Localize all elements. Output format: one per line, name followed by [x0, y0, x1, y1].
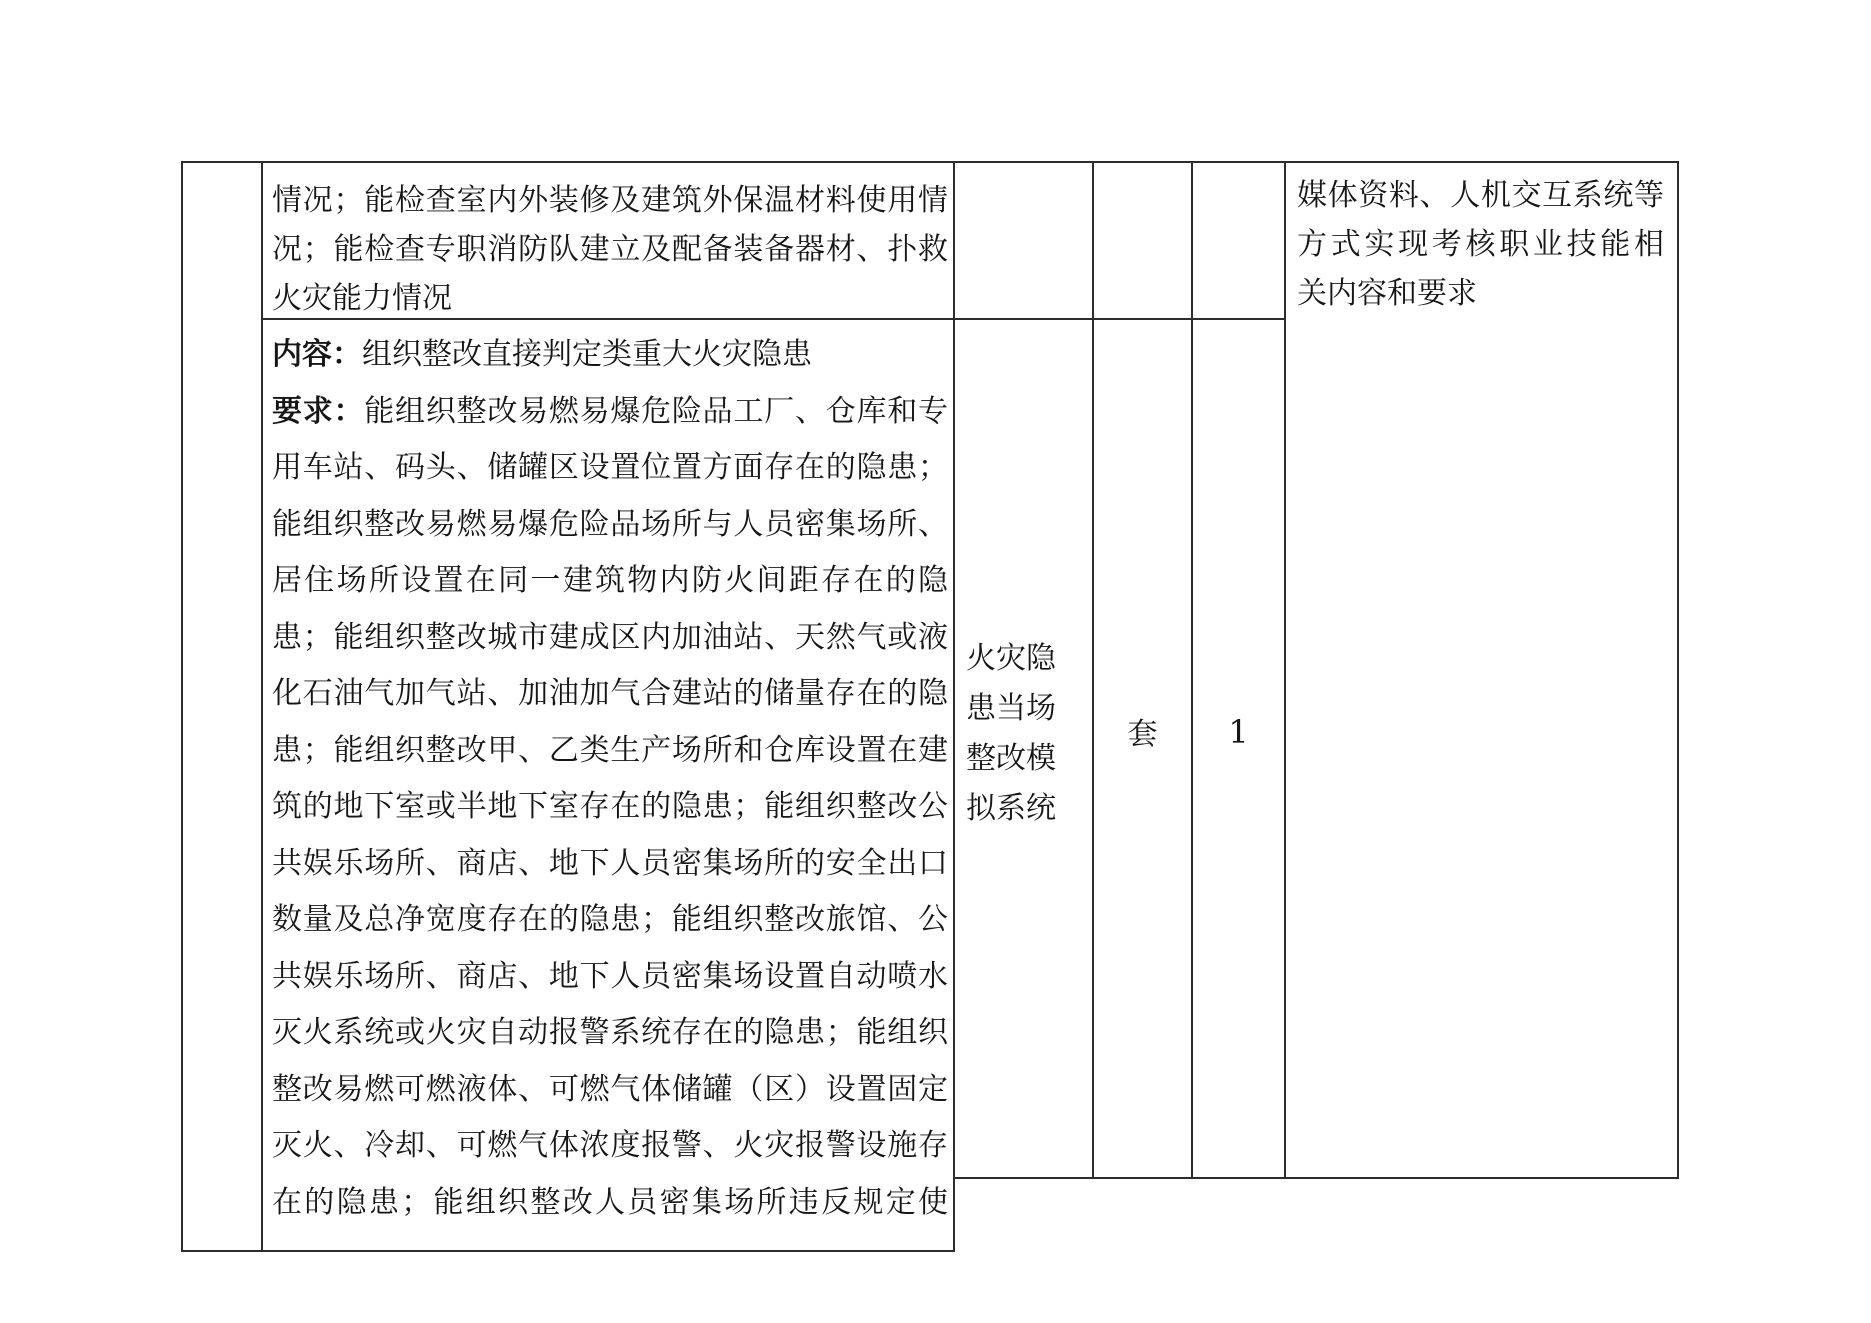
table-border-top	[181, 161, 1679, 163]
table-border-colE-colF	[1284, 161, 1286, 1179]
cell-remark-assessment-method: 媒体资料、人机交互系统等 方式实现考核职业技能相 关内容和要求	[1297, 178, 1664, 311]
cell-equipment-name: 火灾隐 患当场 整改模 拟系统	[966, 641, 1056, 826]
table-border-colB-colC	[953, 161, 955, 1252]
cell-row1-continuation-text: 情况；能检查室内外装修及建筑外保温材料使用情 况；能检查专职消防队建立及配备装备器材、扑救 火灾能力情况	[272, 183, 948, 316]
table-border-colC-colD	[1092, 161, 1094, 1179]
cell-unit: 套	[1127, 717, 1158, 752]
table-border-colD-colE	[1191, 161, 1193, 1179]
table-border-colA-colB	[261, 161, 263, 1252]
table-border-left	[181, 161, 183, 1252]
cell-row2-content-requirements-text: 内容：组织整改直接判定类重大火灾隐患 要求：能组织整改易燃易爆危险品工厂、仓库和专 用车站、码头、储罐区设置位置方面存在的隐患； 能组织整改易燃易爆危险品场所与人员密集场所、 居住场所设置在同一建筑物内防火间距存在的隐 患；能组织整改城市建成区内加油站、天然气或液 化石油气加气站、加油加气合建站的储量存在的隐 患；能组织整改甲、乙类生产场所和仓库设置在建 筑的地下室或半地下室存在的隐患；能组织整改公 共娱乐场所、商店、地下人员密集场所的安全出口 数量及总净宽度存在的隐患；能组织整改旅馆、公 共娱乐场所、商店、地下人员密集场设置自动喷水 灭火系统或火灾自动报警系统存在的隐患；能组织 整改易燃可燃液体、可燃气体储罐（区）设置固定 灭火、冷却、可燃气体浓度报警、火灾报警设施存 在的隐患；能组织整改人员密集场所违反规定使	[272, 337, 949, 1220]
table-border-bottom-right-section	[953, 1177, 1679, 1179]
cell-quantity: 1	[1228, 713, 1249, 751]
table-border-right	[1677, 161, 1679, 1179]
table-border-bottom-left-section	[181, 1250, 955, 1252]
